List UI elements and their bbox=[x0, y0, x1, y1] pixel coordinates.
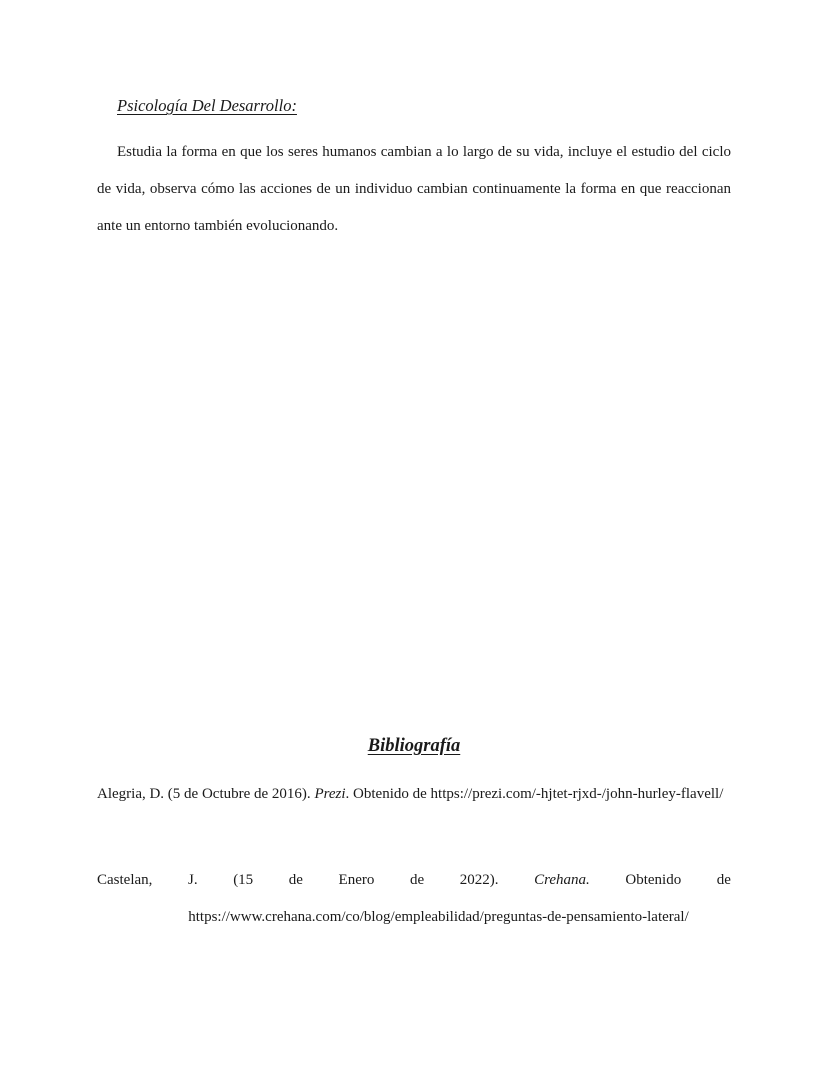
reference-url: https://www.crehana.com/co/blog/empleabilidad/preguntas-de-pensamiento-lateral/ bbox=[188, 909, 689, 925]
bibliography-title: Bibliografía bbox=[367, 736, 461, 756]
reference-token: J. bbox=[188, 872, 198, 888]
reference-source-title: Prezi bbox=[314, 786, 346, 802]
reference-token: de bbox=[288, 872, 303, 888]
reference-token: (15 bbox=[233, 872, 254, 888]
reference-rest: . Obtenido de https://prezi.com/-hjtet-rjxd-/john-hurley-flavell/ bbox=[345, 786, 724, 802]
reference-source-title: Crehana. bbox=[534, 872, 590, 888]
reference-authors-date: Alegria, D. (5 de Octubre de 2016). bbox=[97, 786, 311, 802]
reference-castelan bbox=[97, 862, 731, 936]
reference-token: Castelan, bbox=[97, 872, 153, 888]
reference-line bbox=[97, 862, 731, 899]
reference-token: Obtenido bbox=[625, 872, 682, 888]
section-heading: Psicología Del Desarrollo: bbox=[117, 96, 297, 115]
reference-token: Enero bbox=[338, 872, 375, 888]
reference-token: 2022). bbox=[459, 872, 499, 888]
reference-alegria bbox=[97, 776, 731, 813]
reference-token: de bbox=[409, 872, 425, 888]
body-paragraph: Estudia la forma en que los seres humanos cambian a lo largo de su vida, incluye el estudio del ciclo de vida, observa cómo las acciones de un individuo cambian continuamente la forma en que reaccionan ante un entorno también evolucionando. bbox=[97, 144, 731, 234]
reference-token: de bbox=[716, 872, 731, 888]
